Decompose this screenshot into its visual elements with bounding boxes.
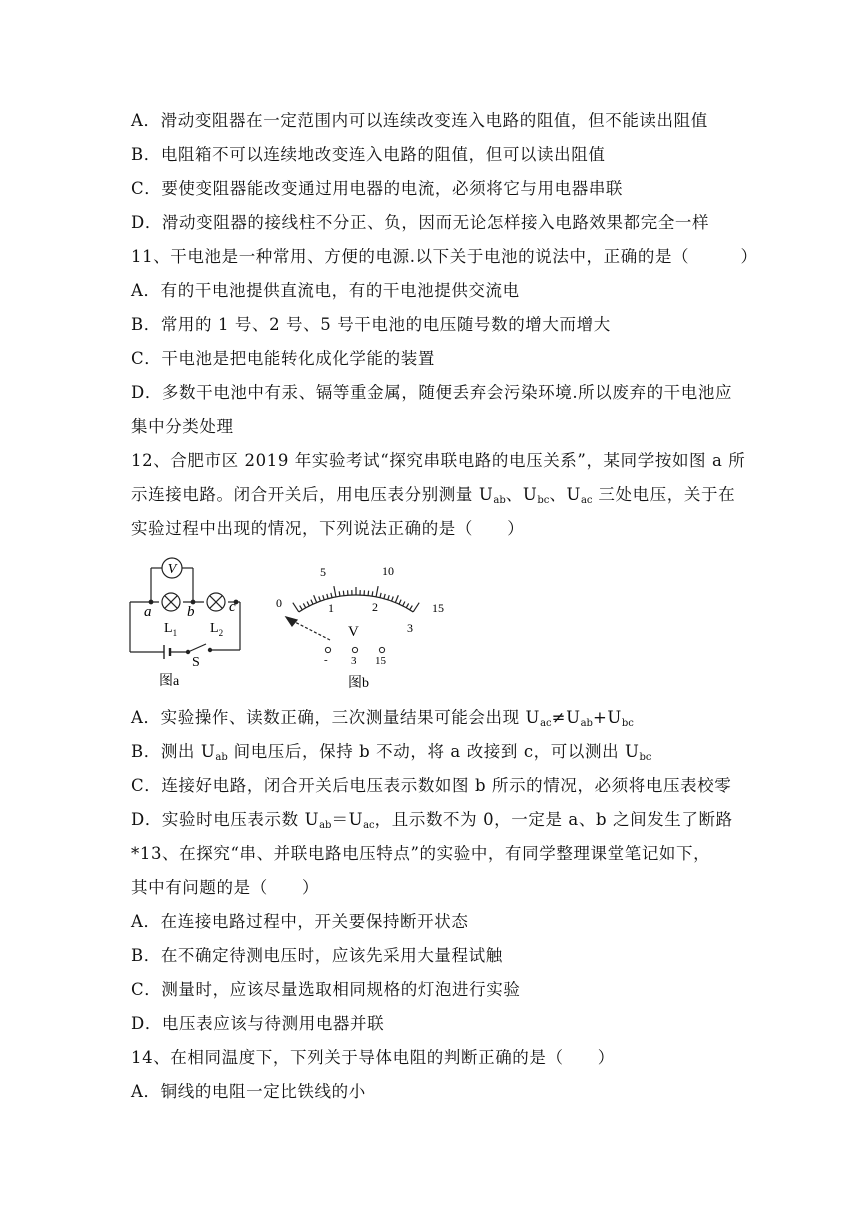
dial-top-label-15: 15 (432, 601, 444, 615)
q11-stem: 11、干电池是一种常用、方便的电源.以下关于电池的说法中，正确的是（ ） (131, 247, 758, 266)
dial-top-label-5: 5 (320, 565, 326, 579)
terminal-3: 3 (351, 655, 357, 667)
q10-option-a: A．滑动变阻器在一定范围内可以连续改变连入电路的阻值，但不能读出阻值 (131, 111, 708, 130)
q11-option-d: D．多数干电池中有汞、镉等重金属，随便丢弃会污染环境.所以废弃的干电池应 (131, 383, 733, 402)
dial-tick (334, 586, 336, 597)
dial-meter-label: V (348, 624, 359, 640)
dial-tick (327, 594, 328, 599)
dial-tick (331, 593, 332, 598)
q14-option-a: A．铜线的电阻一定比铁线的小 (131, 1082, 366, 1101)
dial-tick (395, 595, 398, 602)
q11-option-d-cont: 集中分类处理 (131, 417, 234, 436)
q12-figures (126, 550, 466, 700)
dial-tick (323, 595, 325, 600)
dial-tick (343, 591, 344, 596)
dial-tick (410, 606, 413, 610)
q12-option-d: D．实验时电压表示数 $U_{ab}=U_{ac}$，且示数不为 0，一定是 a、b 之间发生了断路 (131, 810, 733, 831)
lamp-l1-label: $L_1$ (164, 621, 178, 638)
dial-tick (388, 595, 390, 600)
q12-option-b: B．测出 $U_{ab}$ 间电压后，保持 b 不动，将 a 改接到 c，可以测出 $U_{bc}$ (131, 742, 652, 763)
dial-tick (403, 601, 405, 605)
figure-a-caption: 图a (159, 674, 180, 689)
figure-b-caption: 图b (348, 676, 369, 691)
point-a-label: a (144, 604, 152, 620)
dial-top-label-0: 0 (276, 596, 282, 610)
lamp-l2-label: $L_2$ (210, 621, 224, 638)
q10-option-c: C．要使变阻器能改变通过用电器的电流，必须将它与用电器串联 (131, 179, 624, 198)
q13-option-b: B．在不确定待测电压时，应该先采用大量程试触 (131, 946, 503, 965)
dial-tick (293, 603, 299, 612)
dial-tick (303, 603, 305, 607)
dial-tick (380, 593, 381, 598)
point-b-label: b (187, 604, 195, 620)
q13-stem-line2: 其中有问题的是（ ） (131, 878, 320, 897)
dial-tick (307, 601, 309, 605)
q11-option-c: C．干电池是把电能转化成化学能的装置 (131, 349, 435, 368)
dial-bottom-label-2: 2 (372, 600, 378, 614)
dial-bottom-label-1: 1 (328, 601, 334, 615)
dial-pointer-head (286, 617, 297, 626)
dial-tick (319, 597, 321, 602)
dial-tick (339, 591, 340, 596)
terminal-negative: - (324, 654, 328, 666)
q12-stem-line3: 实验过程中出现的情况，下列说法正确的是（ ） (131, 519, 525, 538)
q12-stem-line2: 示连接电路。闭合开关后，用电压表分别测量 $U_{ab}$、$U_{bc}$、$U_{ac}$ 三处电压，关于在 (131, 485, 736, 506)
q10-option-b: B．电阻箱不可以连续地改变连入电路的阻值，但可以读出阻值 (131, 145, 606, 164)
dial-tick (368, 591, 369, 596)
dial-tick (392, 597, 394, 602)
q13-option-a: A．在连接电路过程中，开关要保持断开状态 (131, 912, 469, 931)
dial-tick (399, 600, 401, 605)
voltmeter-label-a: V (167, 562, 177, 577)
q10-option-d: D．滑动变阻器的接线柱不分正、负，因而无论怎样接入电路效果都完全一样 (131, 213, 710, 232)
dial-pointer (291, 620, 330, 640)
q13-option-c: C．测量时，应该尽量选取相同规格的灯泡进行实验 (131, 980, 521, 999)
dial-tick (406, 603, 408, 607)
q12-stem-line1: 12、合肥市区 2019 年实验考试“探究串联电路的电压关系”，某同学按如图 a 所 (131, 451, 746, 470)
dial-arc (299, 595, 413, 612)
dial-tick (372, 591, 373, 596)
q11-option-a: A．有的干电池提供直流电，有的干电池提供交流电 (131, 281, 520, 300)
dial-tick (413, 603, 419, 612)
q13-option-d: D．电压表应该与待测用电器并联 (131, 1014, 385, 1033)
dial-tick (311, 600, 313, 605)
q12-option-a: A．实验操作、读数正确，三次测量结果可能会出现 $U_{ac}\ne U_{ab}+U_{bc}$ (131, 708, 634, 729)
dial-tick (384, 594, 385, 599)
q11-option-b: B．常用的 1 号、2 号、5 号干电池的电压随号数的增大而增大 (131, 315, 611, 334)
switch-label: S (192, 655, 200, 670)
dial-tick (300, 606, 303, 610)
dial-tick (376, 586, 378, 597)
dial-tick (314, 595, 317, 602)
circuit-and-voltmeter-figure (126, 550, 466, 700)
q12-option-c: C．连接好电路，闭合开关后电压表示数如图 b 所示的情况，必须将电压表校零 (131, 776, 732, 795)
q13-stem-line1: *13、在探究“串、并联电路电压特点”的实验中，有同学整理课堂笔记如下， (131, 844, 711, 863)
dial-top-label-10: 10 (382, 564, 394, 578)
dial-bottom-label-3: 3 (407, 621, 413, 635)
q14-stem: 14、在相同温度下，下列关于导体电阻的判断正确的是（ ） (131, 1048, 615, 1067)
point-c-label: c (229, 599, 236, 615)
terminal-15: 15 (375, 655, 386, 667)
